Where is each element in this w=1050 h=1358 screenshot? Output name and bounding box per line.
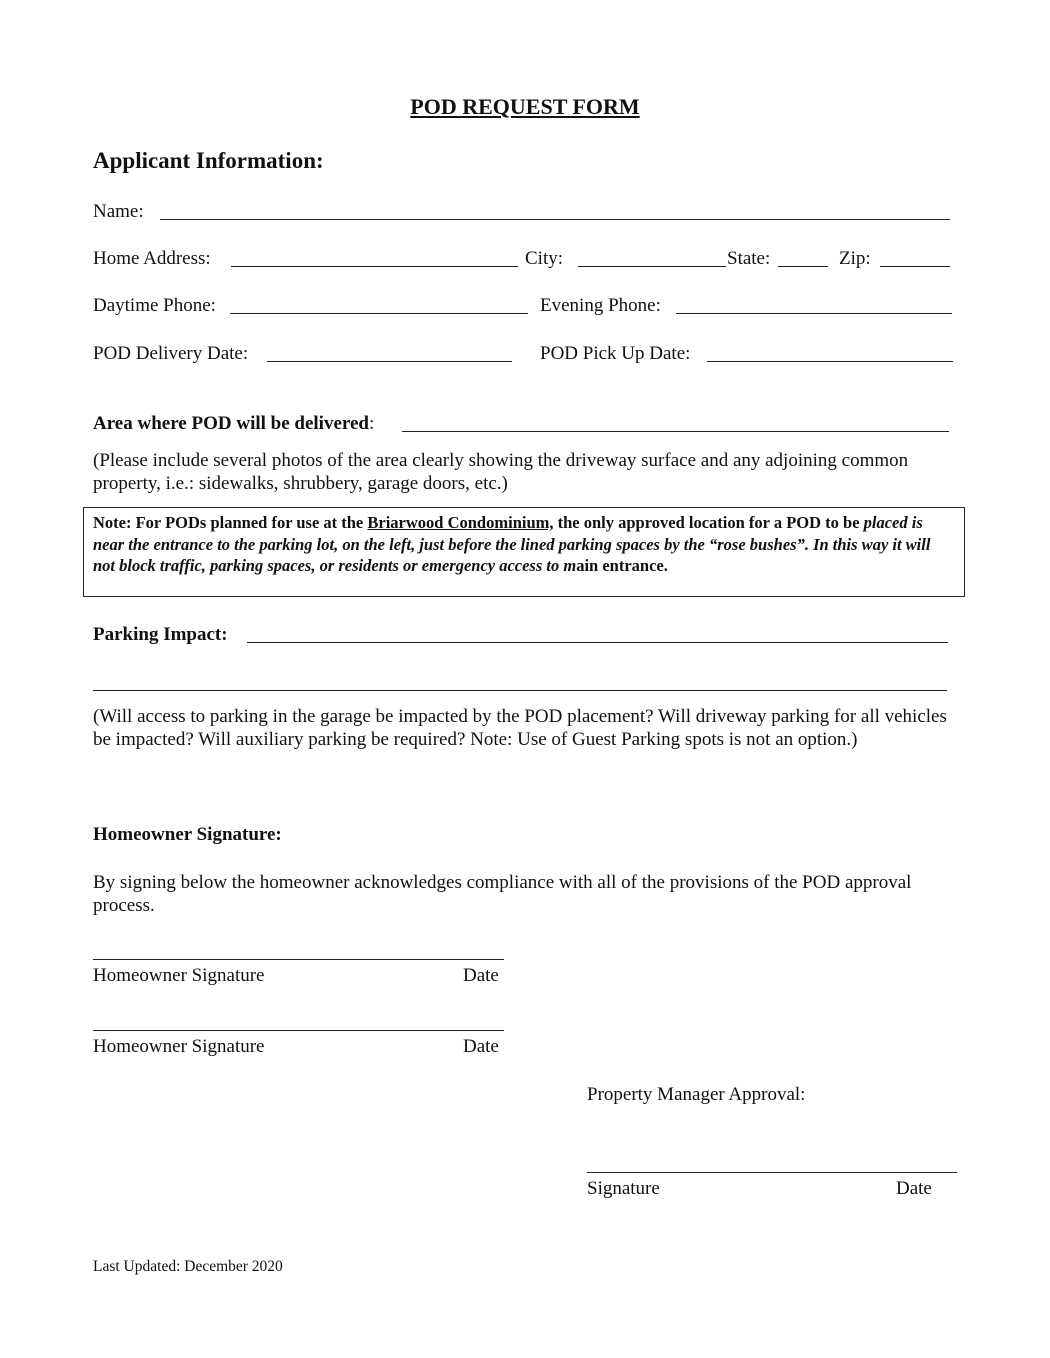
note-bold-rest: the only approved location for a POD to be	[553, 513, 864, 532]
daytime-phone-label: Daytime Phone:	[93, 295, 216, 316]
manager-signature-line[interactable]	[587, 1172, 957, 1173]
evening-phone-field[interactable]	[676, 313, 952, 314]
home-address-label: Home Address:	[93, 248, 211, 269]
note-tail: ain entrance.	[576, 556, 668, 575]
delivery-date-label: POD Delivery Date:	[93, 343, 249, 364]
homeowner-signature-label-2: Homeowner Signature	[93, 1036, 265, 1057]
applicant-heading: Applicant Information:	[93, 148, 324, 173]
note-box	[83, 507, 965, 597]
evening-phone-label: Evening Phone:	[540, 295, 661, 316]
zip-label: Zip:	[839, 248, 871, 269]
form-title: POD REQUEST FORM	[410, 94, 640, 119]
homeowner-date-label-1: Date	[463, 965, 499, 986]
area-label: Area where POD will be delivered	[93, 413, 369, 434]
zip-field[interactable]	[880, 266, 950, 267]
parking-impact-field-line-2[interactable]	[93, 690, 947, 691]
city-field[interactable]	[578, 266, 726, 267]
parking-questions: (Will access to parking in the garage be impacted by the POD placement? Will driveway parking for all vehicles be impacted? Will auxiliary parking be required? Note: Use of Guest Parking spots is not an option.)	[93, 706, 947, 750]
parking-impact-label: Parking Impact:	[93, 624, 228, 645]
note-place: Briarwood Condominium,	[367, 513, 554, 532]
note-prefix: Note: For PODs planned for use at the	[93, 513, 368, 532]
name-label: Name:	[93, 201, 144, 222]
delivery-date-field[interactable]	[267, 361, 512, 362]
homeowner-signature-heading: Homeowner Signature:	[93, 824, 282, 845]
homeowner-signature-line-2[interactable]	[93, 1030, 504, 1031]
manager-signature-label: Signature	[587, 1178, 660, 1199]
name-field[interactable]	[160, 219, 950, 220]
area-instructions: (Please include several photos of the area clearly showing the driveway surface and any adjoining common property, i.e.: sidewalks, shrubbery, garage doors, etc.)	[93, 450, 909, 494]
city-label: City:	[525, 248, 564, 269]
area-field[interactable]	[402, 431, 949, 432]
state-field[interactable]	[778, 266, 828, 267]
daytime-phone-field[interactable]	[230, 313, 528, 314]
parking-impact-field[interactable]	[247, 642, 948, 643]
home-address-field[interactable]	[231, 266, 518, 267]
pickup-date-label: POD Pick Up Date:	[540, 343, 691, 364]
homeowner-signature-line-1[interactable]	[93, 959, 504, 960]
note-text	[93, 512, 955, 577]
homeowner-signature-label-1: Homeowner Signature	[93, 965, 265, 986]
manager-approval-heading: Property Manager Approval:	[587, 1084, 806, 1105]
area-label-row	[93, 412, 374, 435]
manager-date-label: Date	[896, 1178, 932, 1199]
state-label: State:	[727, 248, 771, 269]
note-italic-part: placed is near the entrance to the parking lot, on the left, just before the lined parking spaces by the “rose bushes”. In this way it will not block traffic, parking spaces, or residents or emergency access to m	[93, 513, 931, 575]
last-updated: Last Updated: December 2020	[93, 1258, 283, 1275]
signature-statement: By signing below the homeowner acknowledges compliance with all of the provisions of the POD approval process.	[93, 872, 912, 916]
homeowner-date-label-2: Date	[463, 1036, 499, 1057]
area-label-colon: :	[368, 413, 375, 434]
pickup-date-field[interactable]	[707, 361, 953, 362]
